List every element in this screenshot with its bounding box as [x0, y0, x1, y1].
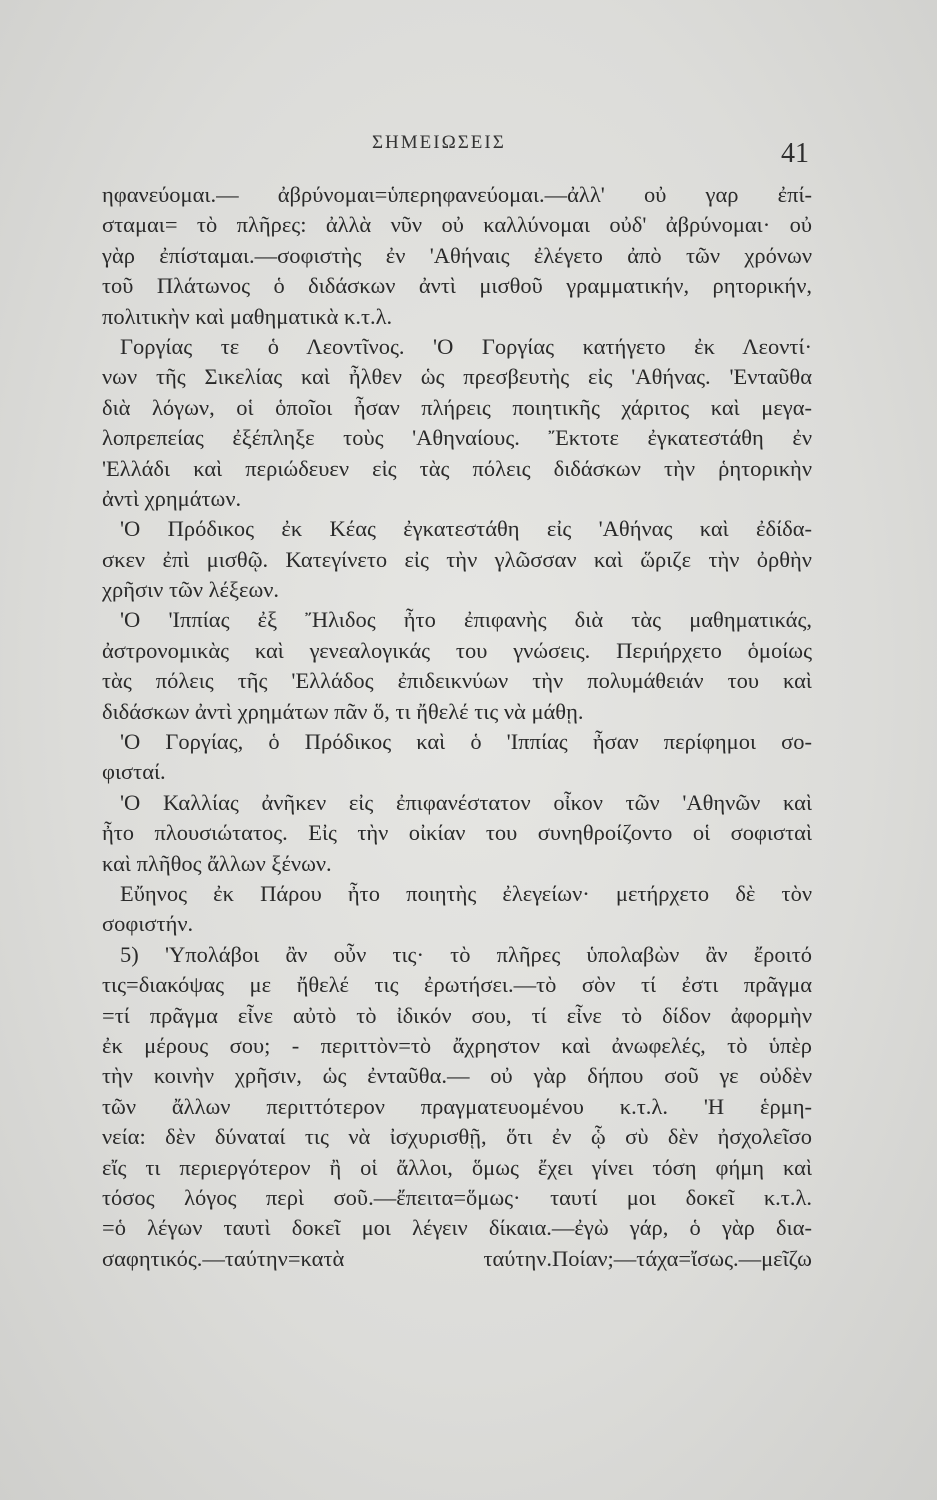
text-line: τὴν κοινὴν χρῆσιν, ὡς ἐνταῦθα.— οὐ γὰρ δήπου σοῦ γε οὐδὲν: [102, 1063, 812, 1089]
text-line: =ὁ λέγων ταυτὶ δοκεῖ μοι λέγειν δίκαια.—ἐγὼ γάρ, ὁ γὰρ δια-: [102, 1215, 812, 1241]
text-line: 'Ελλάδι καὶ περιώδευεν εἰς τὰς πόλεις διδάσκων τὴν ῥητορικὴν: [102, 455, 812, 481]
text-line: Γοργίας τε ὁ Λεοντῖνος. 'Ο Γοργίας κατήγετο ἐκ Λεοντί·: [120, 333, 812, 359]
text-line: σοφιστήν.: [102, 911, 194, 937]
text-line: 'Ο Γοργίας, ὁ Πρόδικος καὶ ὁ 'Ιππίας ἦσαν περίφημοι σο-: [120, 729, 812, 755]
page-number: 41: [781, 138, 809, 169]
text-line: τις=διακόψας με ἤθελέ τις ἐρωτήσει.—τὸ σὸν τί ἐστι πρᾶγμα: [102, 972, 812, 998]
text-line: ἀστρονομικὰς καὶ γενεαλογικάς του γνώσεις. Περιήρχετο ὁμοίως: [102, 637, 812, 663]
text-line: 'Ο 'Ιππίας ἐξ Ἤλιδος ἦτο ἐπιφανὴς διὰ τὰς μαθηματικάς,: [120, 607, 812, 633]
text-line: πολιτικὴν καὶ μαθηματικὰ κ.τ.λ.: [102, 303, 393, 329]
text-line: εἴς τι περιεργότερον ἢ οἱ ἄλλοι, ὅμως ἔχει γίνει τόση φήμη καὶ: [102, 1154, 812, 1180]
text-line: σταμαι= τὸ πλῆρες: ἀλλὰ νῦν οὐ καλλύνομαι οὐδ' ἀβρύνομαι· οὐ: [102, 212, 812, 238]
text-line: χρῆσιν τῶν λέξεων.: [102, 577, 280, 603]
text-line: ἐκ μέρους σου; - περιττὸν=τὸ ἄχρηστον καὶ ἀνωφελές, τὸ ὑπὲρ: [102, 1032, 812, 1058]
text-line: Εὔηνος ἐκ Πάρου ἦτο ποιητὴς ἐλεγείων· μετήρχετο δὲ τὸν: [120, 880, 812, 906]
text-line: διδάσκων ἀντὶ χρημάτων πᾶν ὅ, τι ἤθελέ τις νὰ μάθῃ.: [102, 698, 584, 724]
text-line: ηφανεύομαι.— ἀβρύνομαι=ὑπερηφανεύομαι.—ἀλλ' οὐ γαρ ἐπί-: [102, 182, 812, 207]
text-line: διὰ λόγων, οἱ ὁποῖοι ἦσαν πλήρεις ποιητικῆς χάριτος καὶ μεγα-: [102, 394, 812, 420]
text-line: καὶ πλῆθος ἄλλων ξένων.: [102, 850, 332, 876]
text-line: σκεν ἐπὶ μισθῷ. Κατεγίνετο εἰς τὴν γλῶσσαν καὶ ὥριζε τὴν ὀρθὴν: [102, 546, 812, 572]
text-line: 5) 'Υπολάβοι ἂν οὖν τις· τὸ πλῆρες ὑπολαβὼν ἂν ἔροιτό: [120, 941, 812, 967]
text-line: τῶν ἄλλων περιττότερον πραγματευομένου κ.τ.λ. 'Η ἑρμη-: [102, 1093, 812, 1119]
notes-text-block: [102, 180, 812, 1274]
text-line: 'Ο Καλλίας ἀνῆκεν εἰς ἐπιφανέστατον οἶκον τῶν 'Αθηνῶν καὶ: [120, 789, 812, 815]
text-line: φισταί.: [102, 759, 166, 785]
text-line: τοῦ Πλάτωνος ὁ διδάσκων ἀντὶ μισθοῦ γραμματικήν, ρητορικήν,: [102, 273, 812, 299]
text-line: τόσος λόγος περὶ σοῦ.—ἔπειτα=ὅμως· ταυτί μοι δοκεῖ κ.τ.λ.: [102, 1184, 812, 1210]
text-line: ἀντὶ χρημάτων.: [102, 485, 242, 511]
text-line: νεία: δὲν δύναταί τις νὰ ἰσχυρισθῇ, ὅτι ἐν ᾧ σὺ δὲν ἠσχολεῖσο: [102, 1124, 812, 1150]
text-line: 'Ο Πρόδικος ἐκ Κέας ἐγκατεστάθη εἰς 'Αθήνας καὶ ἐδίδα-: [120, 516, 812, 542]
text-line: λοπρεπείας ἐξέπληξε τοὺς 'Αθηναίους. Ἔκτοτε ἐγκατεστάθη ἐν: [102, 425, 812, 451]
text-line: ἦτο πλουσιώτατος. Εἰς τὴν οἰκίαν του συνηθροίζοντο οἱ σοφισταὶ: [102, 820, 812, 846]
text-line: νων τῆς Σικελίας καὶ ἦλθεν ὡς πρεσβευτὴς εἰς 'Αθήνας. 'Ενταῦθα: [102, 364, 812, 390]
running-head: ΣΗΜΕΙΩΣΕΙΣ: [372, 132, 506, 153]
text-line: σαφητικός.—ταύτην=κατὰ ταύτην.Ποίαν;—τάχα=ἴσως.—μεῖζω: [102, 1245, 812, 1271]
text-line: =τί πρᾶγμα εἶνε αὐτὸ τὸ ἰδικόν σου, τί εἶνε τὸ δίδον ἀφορμὴν: [102, 1002, 812, 1028]
text-line: τὰς πόλεις τῆς 'Ελλάδος ἐπιδεικνύων τὴν πολυμάθειάν του καὶ: [102, 668, 812, 694]
text-line: γὰρ ἐπίσταμαι.—σοφιστὴς ἐν 'Αθήναις ἐλέγετο ἀπὸ τῶν χρόνων: [102, 242, 812, 268]
